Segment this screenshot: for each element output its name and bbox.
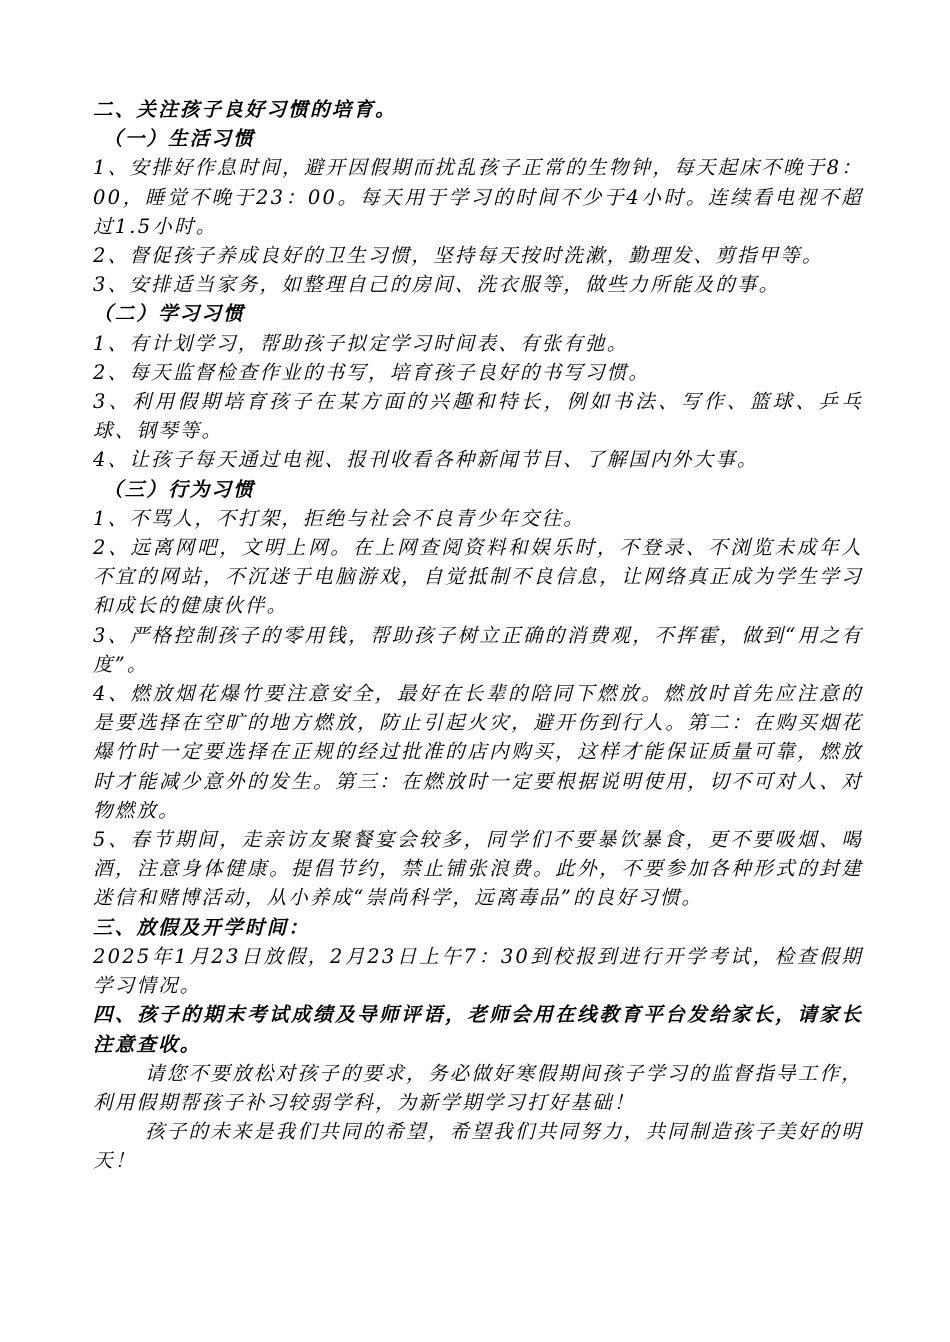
closing-paragraph-2: 孩子的未来是我们共同的希望，希望我们共同努力，共同制造孩子美好的明天！	[93, 1120, 863, 1173]
behavior-habit-item-5: 5、春节期间，走亲访友聚餐宴会较多，同学们不要暴饮暴食，更不要吸烟、喝酒，注意身体健康。提倡节约，禁止铺张浪费。此外，不要参加各种形式的封建迷信和赌博活动，从小养成“崇尚科学，远离毒品”的良好习惯。	[93, 828, 863, 910]
subheading-behavior-habits: （三）行为习惯	[103, 477, 255, 501]
study-habit-item-2: 2、每天监督检查作业的书写，培育孩子良好的书写习惯。	[93, 360, 651, 384]
behavior-habit-item-4: 4、燃放烟花爆竹要注意安全，最好在长辈的陪同下燃放。燃放时首先应注意的是要选择在空旷的地方燃放，防止引起火灾，避开伤到行人。第二：在购买烟花爆竹时一定要选择在正规的经过批准的店内购买，这样才能保证质量可靠，燃放时才能减少意外的发生。第三：在燃放时一定要根据说明使用，切不可对人、对物燃放。	[93, 682, 863, 822]
closing-paragraph-1: 请您不要放松对孩子的要求，务必做好寒假期间孩子学习的监督指导工作，利用假期帮孩子补习较弱学科，为新学期学习打好基础！	[93, 1061, 863, 1114]
section-heading-exam-results: 四、孩子的期末考试成绩及导师评语，老师会用在线教育平台发给家长，请家长注意查收。	[93, 1003, 863, 1056]
life-habit-item-2: 2、督促孩子养成良好的卫生习惯，坚持每天按时洗漱，勤理发、剪指甲等。	[93, 244, 824, 268]
subheading-study-habits: （二）学习习惯	[93, 302, 245, 326]
behavior-habit-item-3: 3、严格控制孩子的零用钱，帮助孩子树立正确的消费观，不挥霍，做到“用之有度”。	[93, 623, 863, 676]
life-habit-item-3: 3、安排适当家务，如整理自己的房间、洗衣服等，做些力所能及的事。	[93, 273, 781, 297]
behavior-habit-item-2: 2、远离网吧，文明上网。在上网查阅资料和娱乐时，不登录、不浏览未成年人不宜的网站，不沉迷于电脑游戏，自觉抵制不良信息，让网络真正成为学生学习和成长的健康伙伴。	[93, 536, 863, 618]
study-habit-item-4: 4、让孩子每天通过电视、报刊收看各种新闻节目、了解国内外大事。	[93, 448, 759, 472]
schedule-body: 2025年1月23日放假，2月23日上午7：30到校报到进行开学考试，检查假期学习情况。	[93, 944, 863, 998]
subheading-life-habits: （一）生活习惯	[103, 127, 255, 151]
section-heading-schedule: 三、放假及开学时间：	[93, 915, 311, 939]
behavior-habit-item-1: 1、不骂人，不打架，拒绝与社会不良青少年交往。	[93, 506, 586, 530]
document-page	[93, 95, 863, 1176]
life-habit-item-1: 1、安排好作息时间，避开因假期而扰乱孩子正常的生物钟，每天起床不晚于8：00，睡觉不晚于23：00。每天用于学习的时间不少于4小时。连续看电视不超过1.5小时。	[93, 156, 863, 238]
study-habit-item-1: 1、有计划学习，帮助孩子拟定学习时间表、有张有弛。	[93, 331, 629, 355]
study-habit-item-3: 3、利用假期培育孩子在某方面的兴趣和特长，例如书法、写作、篮球、乒乓球、钢琴等。	[93, 390, 863, 443]
section-heading-habits: 二、关注孩子良好习惯的培育。	[93, 98, 397, 121]
